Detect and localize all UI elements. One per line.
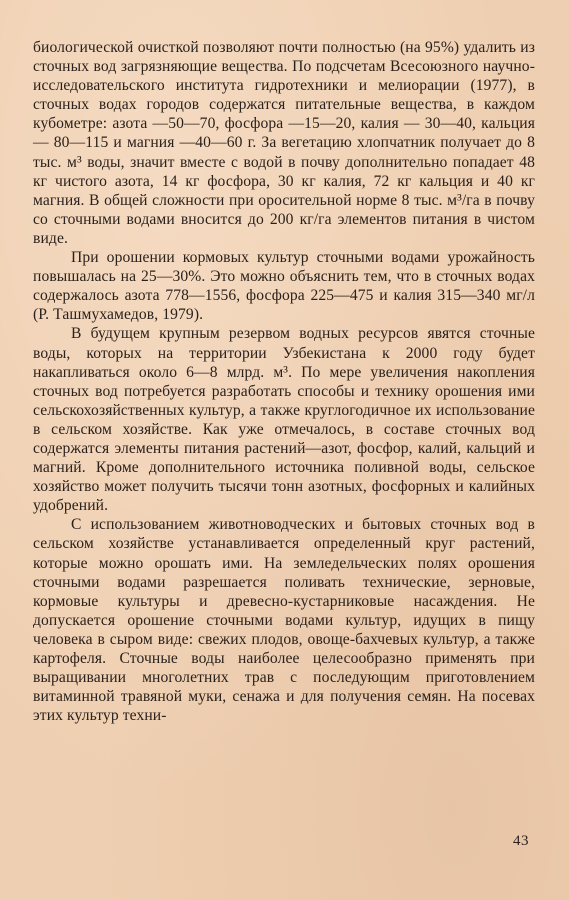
paragraph-1: биологической очисткой позволяют почти полностью (на 95%) удалить из сточных вод загрязняющие вещества. По подсчетам Всесоюзного научно-исследовательского института гидротехники и мелиорации (1977), в сточных водах городов содержатся питательные вещества, в каждом кубометре: азота —50—70, фосфора —15—20, калия — 30—40, кальция — 80—115 и магния —40—60 г. За вегетацию хлопчатник получает до 8 тыс. м³ воды, значит вместе с водой в почву дополнительно попадает 48 кг чистого азота, 14 кг фосфора, 30 кг калия, 72 кг кальция и 40 кг магния. В общей сложности при оросительной норме 8 тыс. м³/га в почву со сточными водами вносится до 200 кг/га элементов питания в чистом виде. <box>33 39 535 247</box>
paragraph-4: С использованием животноводческих и бытовых сточных вод в сельском хозяйстве устанавливается определенный круг растений, которые можно орошать ими. На земледельческих полях орошения сточными водами разрешается поливать технические, зерновые, кормовые культуры и древесно-кустарниковые насаждения. Не допускается орошение сточными водами культур, идущих в пищу человека в сыром виде: свежих плодов, овоще-бахчевых культур, а также картофеля. Сточные воды наиболее целесообразно применять при выращивании многолетних трав с последующим приготовлением витаминной травяной муки, сенажа и для получения семян. На посевах этих культур техни- <box>33 516 535 725</box>
paragraph-3: В будущем крупным резервом водных ресурсов явятся сточные воды, которых на территории Узбекистана к 2000 году будет накапливаться около 6—8 млрд. м³. По мере увеличения накопления сточных вод потребуется разработать способы и технику орошения ими сельскохозяйственных культур, а также круглогодичное их использование в сельском хозяйстве. Как уже отмечалось, в составе сточных вод содержатся элементы питания растений—азот, фосфор, калий, кальций и магний. Кроме дополнительного источника поливной воды, сельское хозяйство может получить тысячи тонн азотных, фосфорных и калийных удобрений. <box>33 325 535 515</box>
body-text <box>33 38 535 725</box>
page-number: 43 <box>513 833 529 849</box>
paragraph-2: При орошении кормовых культур сточными водами урожайность повышалась на 25—30%. Это можно объяснить тем, что в сточных водах содержалось азота 778—1556, фосфора 225—475 и калия 315—340 мг/л (Р. Ташмухамедов, 1979). <box>33 249 535 324</box>
